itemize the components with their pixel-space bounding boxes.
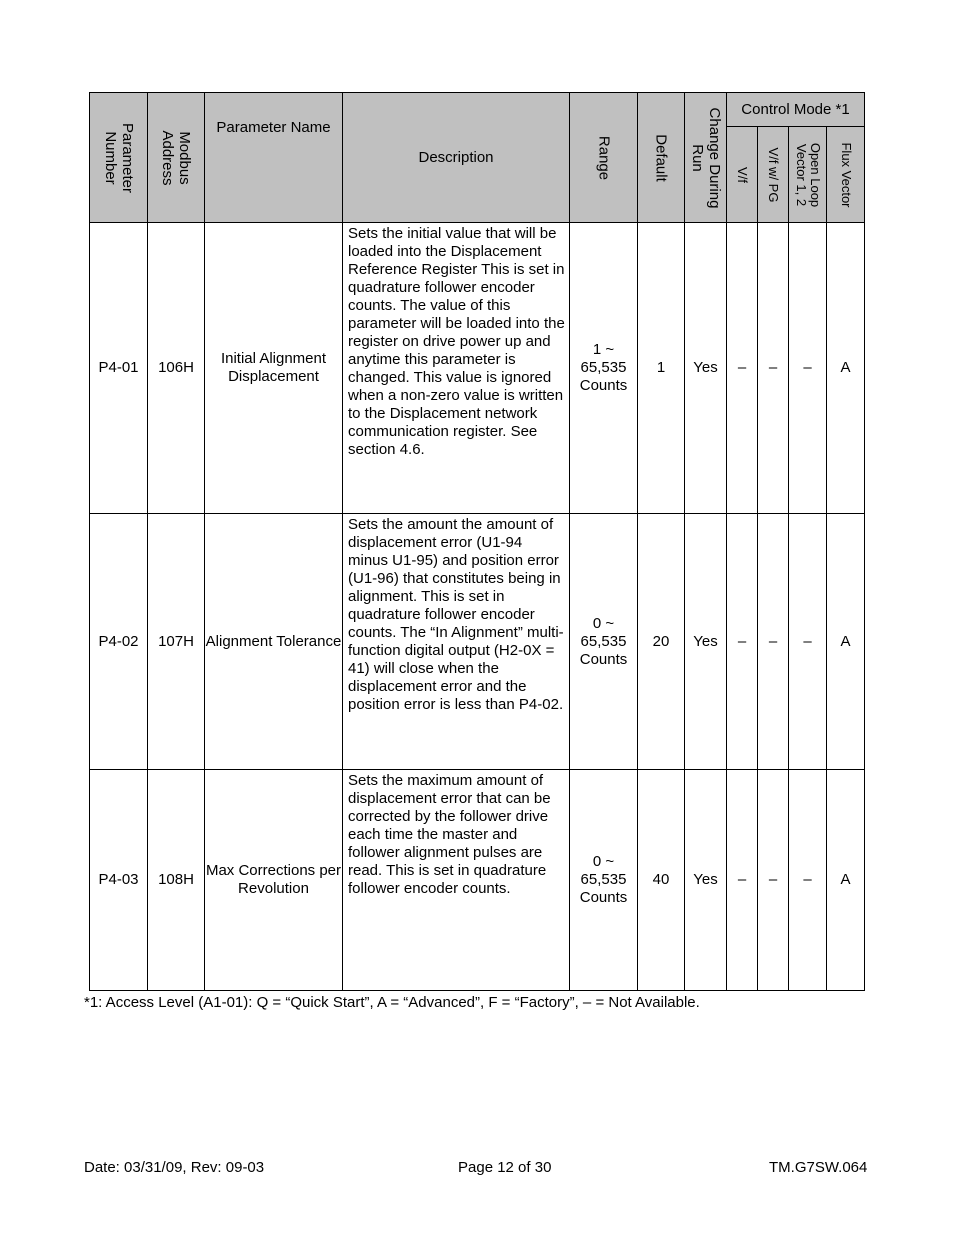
header-description [343, 93, 570, 223]
header-range-text: Range [595, 135, 612, 180]
header-parameter-name [205, 93, 343, 223]
parameter-number: P4-01 [90, 223, 148, 514]
access-vf: – [727, 770, 758, 991]
access-flux-vector: A [827, 514, 865, 770]
table-row [90, 514, 865, 770]
header-modbus-address [148, 93, 205, 223]
parameter-number: P4-02 [90, 514, 148, 770]
access-open-loop-vector: – [789, 223, 827, 514]
parameter-table [89, 92, 865, 991]
header-parameter-name-text: Parameter Name [216, 119, 331, 136]
header-modbus-address-text: Modbus Address [159, 129, 193, 186]
header-vf-pg [758, 127, 789, 223]
modbus-address: 107H [148, 514, 205, 770]
header-parameter-number [90, 93, 148, 223]
access-vf-pg: – [758, 770, 789, 991]
header-description-text: Description [418, 148, 494, 166]
parameter-description: Sets the amount the amount of displacement error (U1-94 minus U1-95) and position error (U1-96) that constitutes being in alignment. This is set in quadrature follower encoder counts. The “In Alignment” multi-function digital output (H2-0X = 41) will close when the displacement error and the position error is less than P4-02. [343, 514, 570, 770]
parameter-default: 40 [638, 770, 685, 991]
header-range [570, 93, 638, 223]
access-vf-pg: – [758, 223, 789, 514]
access-flux-vector: A [827, 770, 865, 991]
parameter-default: 20 [638, 514, 685, 770]
footer-doc-id: TM.G7SW.064 [769, 1159, 868, 1176]
parameter-name: Initial Alignment Displacement [205, 223, 343, 514]
header-vf-text: V/f [735, 166, 750, 183]
table-row [90, 223, 865, 514]
parameter-range: 0 ~ 65,535 Counts [570, 514, 638, 770]
parameter-range: 0 ~ 65,535 Counts [570, 770, 638, 991]
parameter-range: 1 ~ 65,535 Counts [570, 223, 638, 514]
modbus-address: 106H [148, 223, 205, 514]
header-default [638, 93, 685, 223]
access-open-loop-vector: – [789, 770, 827, 991]
header-change-during-run-text: Change During Run [688, 107, 723, 208]
access-open-loop-vector: – [789, 514, 827, 770]
header-vf [727, 127, 758, 223]
footer-page-number: Page 12 of 30 [458, 1159, 552, 1176]
access-vf: – [727, 223, 758, 514]
parameter-description: Sets the maximum amount of displacement error that can be corrected by the follower drive each time the master and follower alignment pulses are read. This is set in quadrature follower encoder counts. [343, 770, 570, 991]
parameter-default: 1 [638, 223, 685, 514]
parameter-name: Alignment Tolerance [205, 514, 343, 770]
header-open-loop-vector-text: Open Loop Vector 1, 2 [793, 142, 823, 207]
change-during-run: Yes [685, 770, 727, 991]
change-during-run: Yes [685, 223, 727, 514]
header-open-loop-vector [789, 127, 827, 223]
footer-date: Date: 03/31/09, Rev: 09-03 [84, 1159, 265, 1176]
header-control-mode-text: Control Mode *1 [741, 100, 850, 118]
header-vf-pg-text: V/f w/ PG [766, 147, 781, 202]
change-during-run: Yes [685, 514, 727, 770]
header-control-mode [727, 93, 865, 127]
header-flux-vector-text: Flux Vector [838, 141, 854, 208]
access-vf-pg: – [758, 514, 789, 770]
modbus-address: 108H [148, 770, 205, 991]
parameter-number: P4-03 [90, 770, 148, 991]
access-flux-vector: A [827, 223, 865, 514]
header-default-text: Default [652, 133, 670, 182]
table-row [90, 770, 865, 991]
parameter-description: Sets the initial value that will be loaded into the Displacement Reference Register This is set in quadrature follower encoder counts. The value of this parameter will be loaded into the register on drive power up and anytime this parameter is changed. This value is ignored when a non-zero value is written to the Displacement network communication register. See section 4.6. [343, 223, 570, 514]
header-change-during-run [685, 93, 727, 223]
table-footnote: *1: Access Level (A1-01): Q = “Quick Start”, A = “Advanced”, F = “Factory”, – = Not Available. [84, 994, 700, 1011]
header-parameter-number-text: Parameter Number [101, 122, 136, 193]
access-vf: – [727, 514, 758, 770]
header-flux-vector [827, 127, 865, 223]
parameter-name: Max Corrections per Revolution [205, 770, 343, 991]
